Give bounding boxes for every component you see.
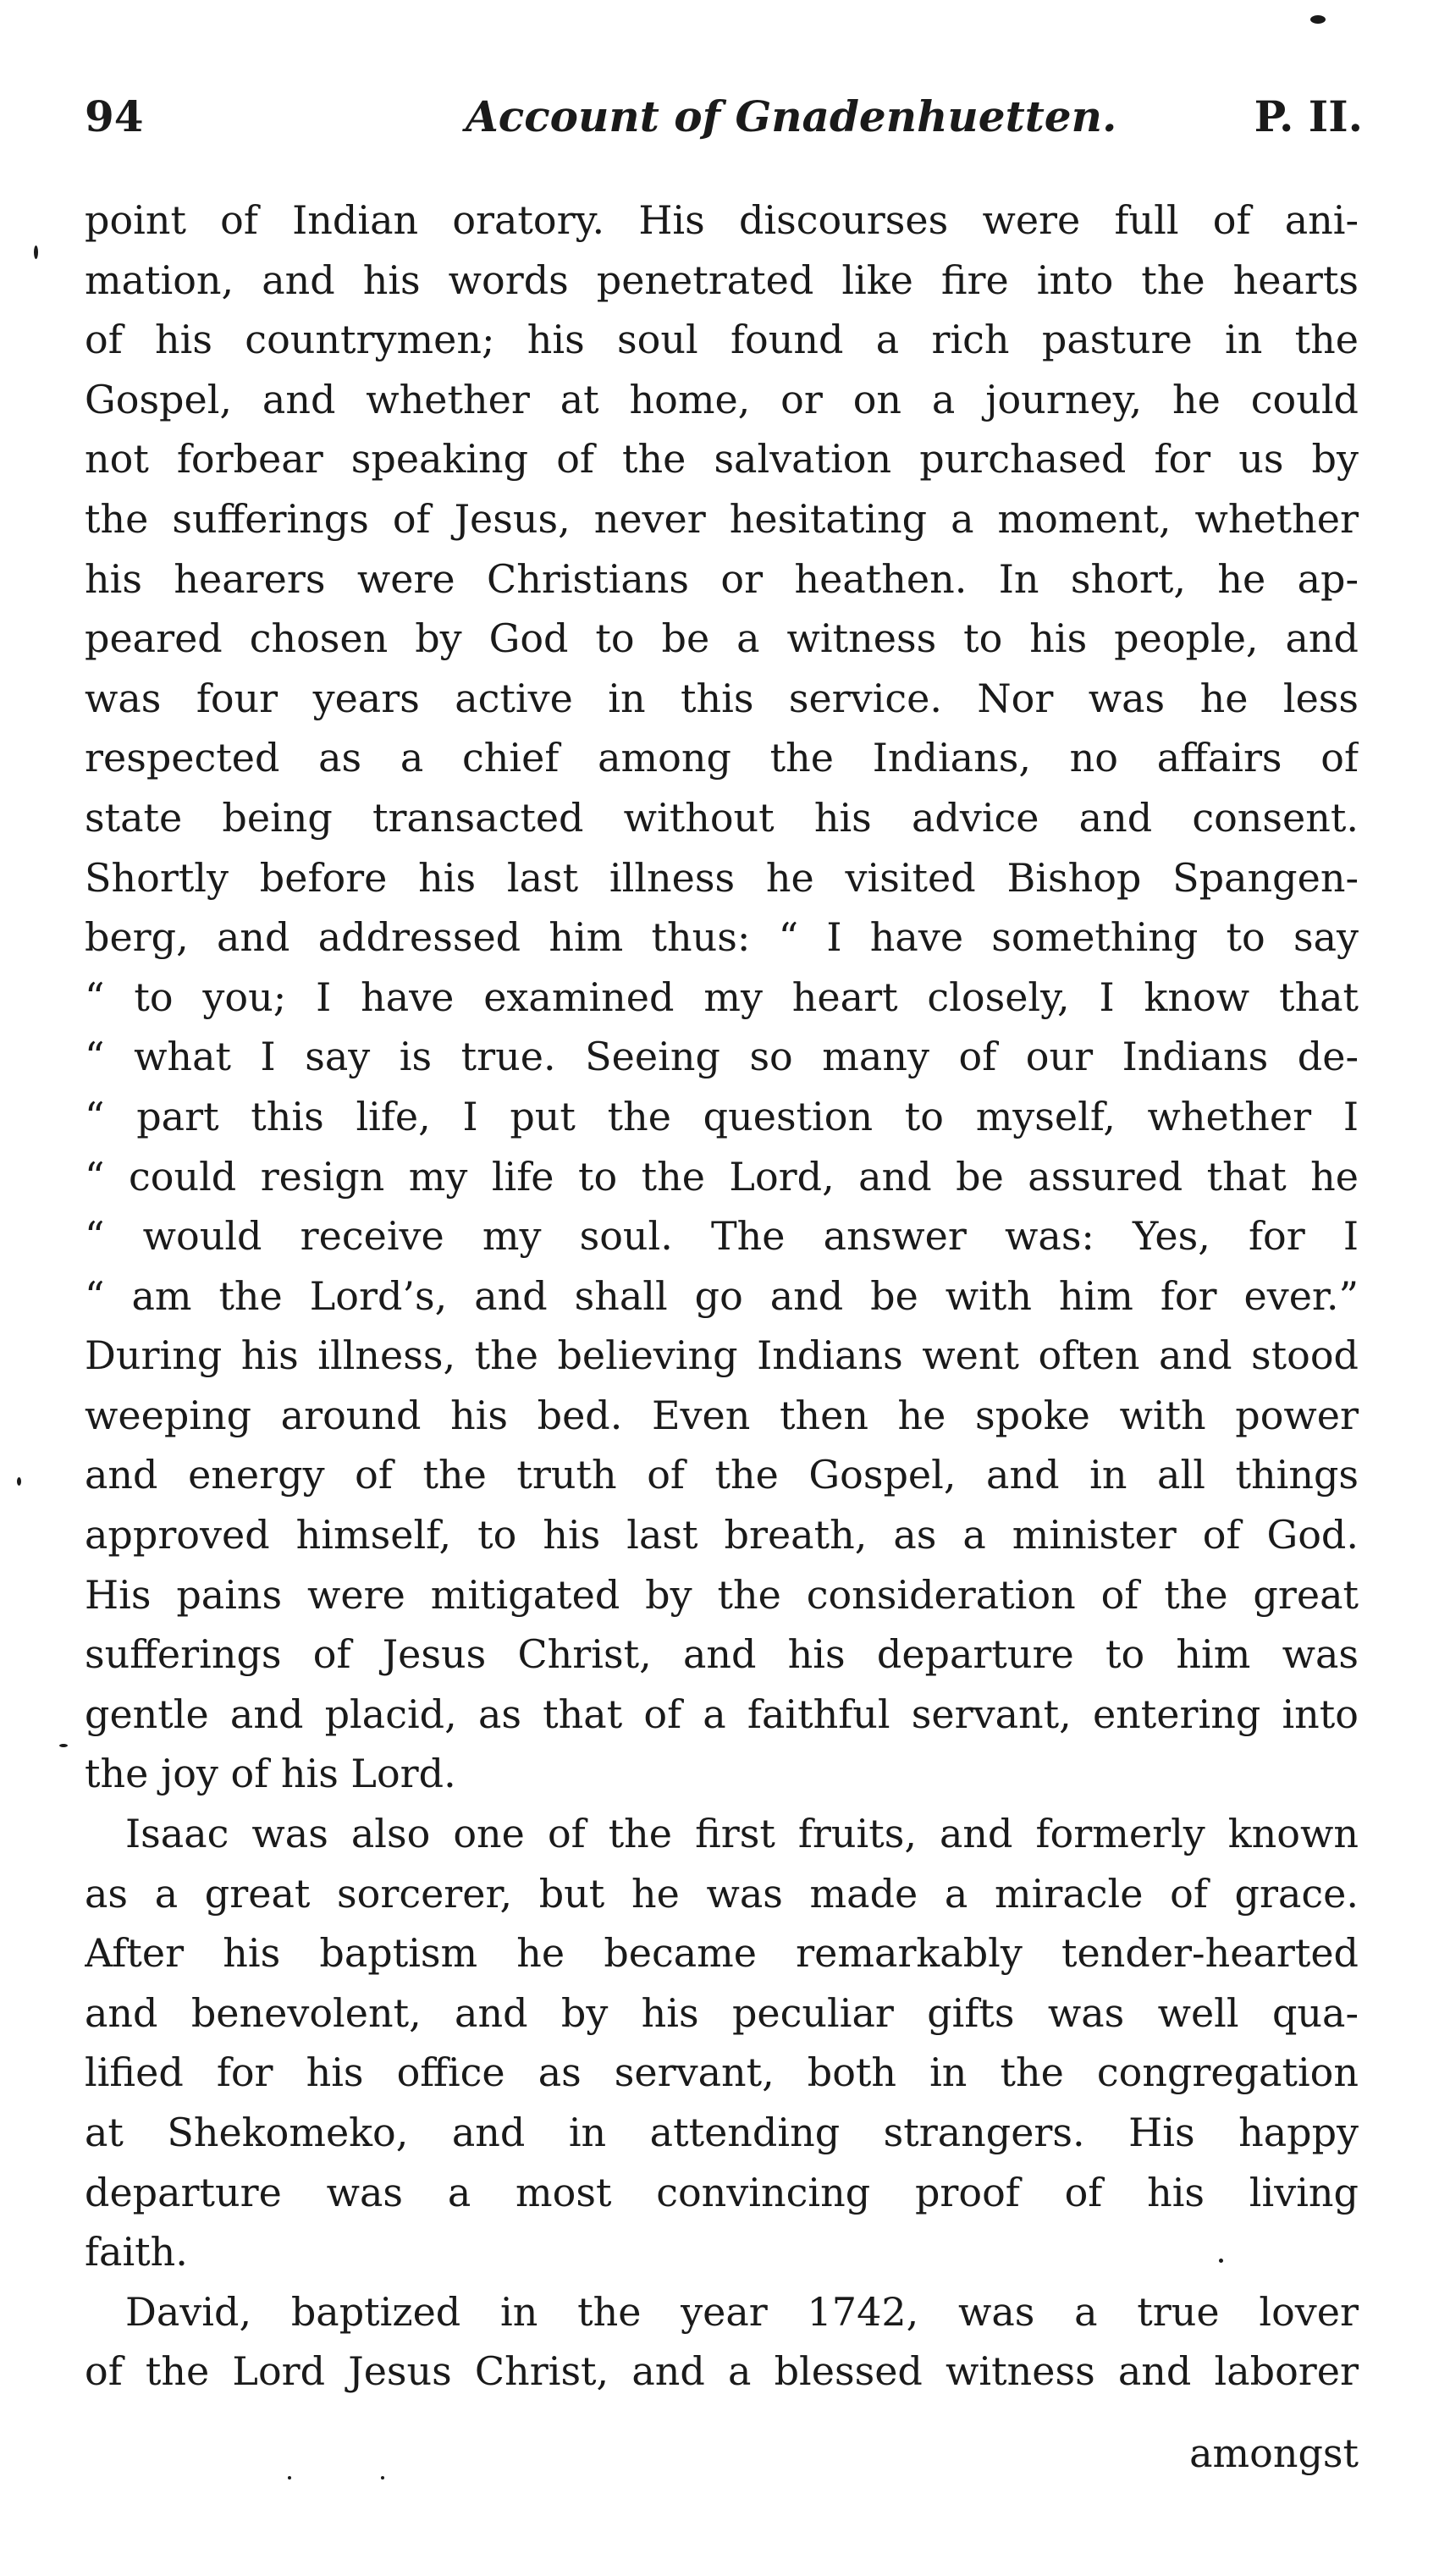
- ink-speck: [17, 1477, 21, 1486]
- running-title: Account of Gnadenhuetten.: [466, 91, 1117, 141]
- ink-speck: [288, 2476, 291, 2479]
- text-line: and energy of the truth of the Gospel, and in all things: [85, 1452, 1359, 1498]
- text-line: departure was a most convincing proof of his living: [85, 2169, 1359, 2215]
- text-line: not forbear speaking of the salvation purchased for us by: [85, 436, 1359, 483]
- text-line: point of Indian oratory. His discourses were full of ani-: [85, 197, 1359, 243]
- text-line: “ am the Lord’s, and shall go and be with him for ever.”: [85, 1272, 1359, 1319]
- paragraph: [85, 190, 1359, 1804]
- text-line: Gospel, and whether at home, or on a journey, he could: [85, 376, 1359, 422]
- text-line: mation, and his words penetrated like fire into the hearts: [85, 256, 1359, 303]
- text-line: During his illness, the believing Indians went often and stood: [85, 1332, 1359, 1379]
- text-line: “ to you; I have examined my heart closely, I know that: [85, 974, 1359, 1020]
- text-line: at Shekomeko, and in attending strangers. His happy: [85, 2110, 1359, 2155]
- ink-speck: [34, 245, 38, 259]
- text-line: was four years active in this service. Nor was he less: [85, 675, 1359, 721]
- paragraph: [85, 1804, 1359, 2282]
- text-line: as a great sorcerer, but he was made a miracle of grace.: [85, 1870, 1359, 1917]
- text-line: of the Lord Jesus Christ, and a blessed witness and laborer: [85, 2348, 1359, 2395]
- part-label: P. II.: [1254, 91, 1363, 141]
- text-line: gentle and placid, as that of a faithful servant, entering into: [85, 1691, 1359, 1737]
- text-line: “ could resign my life to the Lord, and be assured that he: [85, 1153, 1359, 1200]
- ink-speck: [1310, 15, 1326, 24]
- text-line: After his baptism he became remarkably tender-hearted: [85, 1930, 1359, 1977]
- text-line: approved himself, to his last breath, as a minister of God.: [85, 1512, 1359, 1558]
- page-number: 94: [85, 91, 144, 141]
- ink-speck: [381, 2476, 384, 2479]
- text-line: sufferings of Jesus Christ, and his departure to him was: [85, 1631, 1359, 1678]
- text-line: Isaac was also one of the first fruits, and formerly known: [125, 1811, 1359, 1857]
- text-line: “ part this life, I put the question to myself, whether I: [85, 1093, 1359, 1139]
- text-line: weeping around his bed. Even then he spoke with power: [85, 1392, 1359, 1438]
- text-line: lified for his office as servant, both in the congregation: [85, 2049, 1359, 2096]
- text-line: “ what I say is true. Seeing so many of our Indians de-: [85, 1034, 1359, 1080]
- body-text: [85, 190, 1359, 2402]
- text-line: “ would receive my soul. The answer was: Yes, for I: [85, 1213, 1359, 1260]
- paragraph: [85, 2282, 1359, 2402]
- ink-speck: [1219, 2259, 1223, 2263]
- text-line: berg, and addressed him thus: “ I have something to say: [85, 914, 1359, 961]
- text-line: David, baptized in the year 1742, was a true lover: [125, 2288, 1359, 2335]
- catchword: amongst: [1189, 2430, 1359, 2476]
- page-header: [85, 91, 1363, 159]
- text-line: respected as a chief among the Indians, no affairs of: [85, 735, 1359, 781]
- text-line: Shortly before his last illness he visited Bishop Spangen-: [85, 854, 1359, 901]
- text-line: faith.: [85, 2229, 188, 2275]
- text-line: of his countrymen; his soul found a rich pasture in the: [85, 317, 1359, 363]
- ink-speck: [59, 1744, 68, 1747]
- text-line: state being transacted without his advice and consent.: [85, 794, 1359, 841]
- text-line: and benevolent, and by his peculiar gifts was well qua-: [85, 1989, 1359, 2036]
- text-line: the joy of his Lord.: [85, 1751, 456, 1797]
- text-line: the sufferings of Jesus, never hesitating a moment, whether: [85, 495, 1359, 542]
- text-line: His pains were mitigated by the consideration of the great: [85, 1571, 1359, 1618]
- text-line: peared chosen by God to be a witness to his people, and: [85, 615, 1359, 662]
- text-line: his hearers were Christians or heathen. In short, he ap-: [85, 555, 1359, 602]
